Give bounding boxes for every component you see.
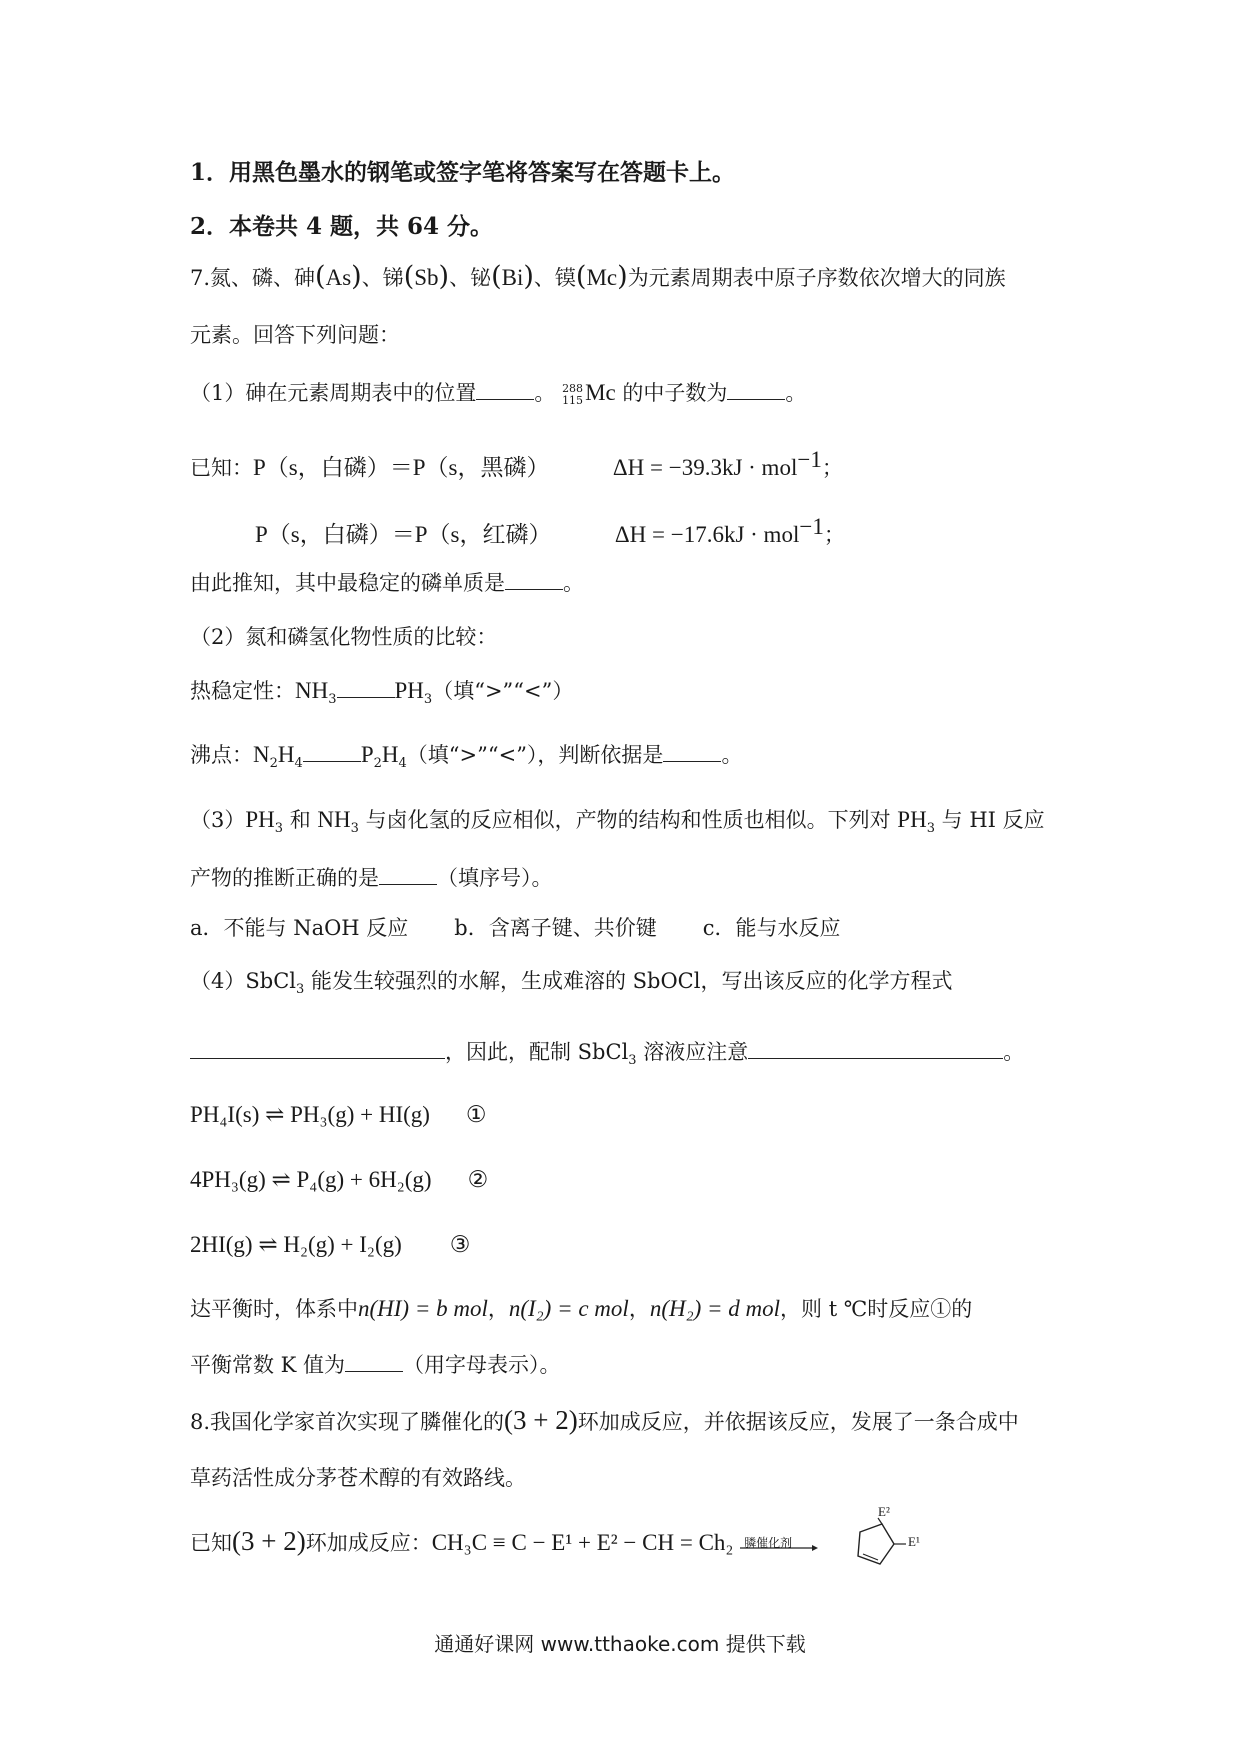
option-a: a．不能与 NaOH 反应 [190, 916, 409, 940]
q7-part2: （2）氮和磷氢化物性质的比较： [190, 625, 498, 649]
equation-2: 4PH₃(g) ⇌ P₄(g) + 6H₂(g) ② [190, 1167, 489, 1192]
instruction-1: 1．用黑色墨水的钢笔或签字笔将答案写在答题卡上。 [190, 159, 736, 186]
q7-boiling: 沸点：$N_2H_4$ $P_2H_4$（填“>”“<”），判断依据是 。 [190, 742, 743, 772]
answer-blank [476, 381, 534, 400]
answer-blank [505, 571, 563, 590]
q7-stem: 7.氮、磷、砷(As)、锑(Sb)、铋(Bi)、镆(Mc)为元素周期表中原子序数依次增大的同族 [190, 261, 1006, 292]
q7-part4: （4）SbCl$_3$ 能发生较强烈的水解，生成难溶的 SbOCl，写出该反应的化学方程式 [190, 969, 953, 998]
answer-blank [345, 1353, 403, 1372]
e1-label: E¹ [908, 1534, 920, 1549]
reaction-arrow: 膦催化剂 [740, 1530, 818, 1560]
page-footer: 通通好课网 www.tthaoke.com 提供下载 [434, 1632, 806, 1656]
isotope-label: 288 115 [562, 381, 584, 407]
q8-stem: 8.我国化学家首次实现了膦催化的(3 + 2)环加成反应，并依据该反应，发展了一条合成中 [190, 1405, 1019, 1435]
q7-infer: 由此推知，其中最稳定的磷单质是 。 [190, 571, 584, 595]
q7-stem-cont: 元素。回答下列问题： [190, 323, 400, 347]
option-b: b．含离子键、共价键 [454, 916, 657, 940]
option-c: c．能与水反应 [702, 916, 841, 940]
q7-known-r2: P（s，白磷）＝P（s，红磷） ΔH = −17.6kJ · mol$^{-1}$； [255, 514, 845, 547]
answer-blank [303, 743, 361, 762]
q7-thermal: 热稳定性：$NH_3$ $PH_3$（填“>”“<”） [190, 678, 574, 708]
answer-blank [190, 1040, 445, 1059]
equation-1: PH₄I(s) ⇌ PH₃(g) + HI(g) ① [190, 1102, 487, 1127]
q8-stem-cont: 草药活性成分茅苍术醇的有效路线。 [190, 1466, 526, 1490]
q7-part4-cont: ，因此，配制 SbCl$_3$ 溶液应注意 。 [190, 1037, 1024, 1076]
equation-3: 2HI(g) ⇌ H₂(g) + I₂(g) ③ [190, 1232, 471, 1257]
e2-label: E² [878, 1504, 890, 1519]
answer-blank [379, 866, 437, 885]
q7-part1: （1）砷在元素周期表中的位置 。 288 115 Mc 的中子数为 。 [190, 380, 807, 407]
q7-options [190, 913, 841, 943]
q7-k-value: 平衡常数 K 值为 （用字母表示）。 [190, 1353, 561, 1377]
answer-blank [663, 743, 721, 762]
q7-part3: $(3)PH_3$ 和 $NH_3$ 与卤化氢的反应相似，产物的结构和性质也相似。下列对 $PH_3$ 与 HI 反应 [190, 807, 1045, 837]
q7-part3-cont: 产物的推断正确的是 （填序号）。 [190, 866, 553, 890]
answer-blank [727, 381, 785, 400]
q7-known-r1: 已知：P（s，白磷）＝P（s，黑磷） ΔH = −39.3kJ · mol$^{-1}$； [190, 447, 843, 480]
answer-blank [748, 1040, 1003, 1059]
q8-known-reaction: 已知(3 + 2)环加成反应：CH₃C ≡ C − E¹ + E² − CH = Ch₂ 膦催化剂 [190, 1526, 818, 1560]
answer-blank [337, 679, 395, 698]
instruction-2: 2．本卷共 4 题，共 64 分。 [190, 213, 494, 240]
q7-equilibrium: 达平衡时，体系中n(HI) = b mol，n(I₂) = c mol，n(H₂) = d mol，则 t ℃时反应①的 [190, 1296, 973, 1321]
